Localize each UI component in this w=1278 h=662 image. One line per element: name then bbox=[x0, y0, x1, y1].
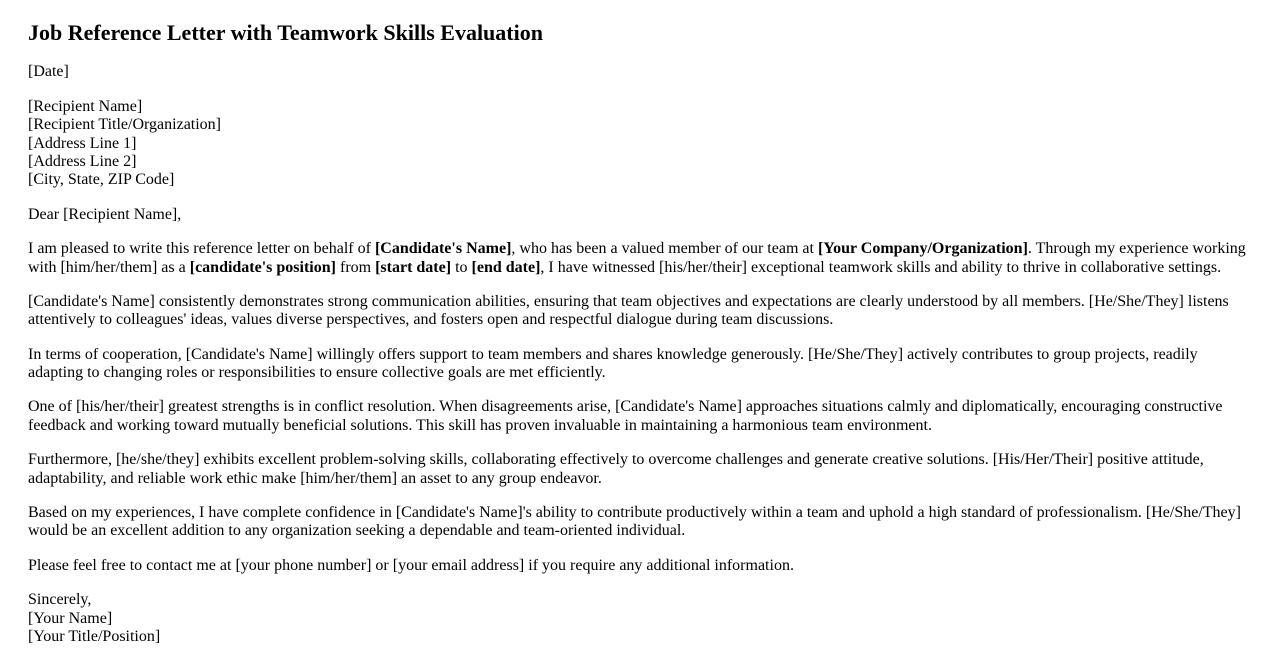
closing-title: [Your Title/Position] bbox=[28, 627, 161, 645]
address-line-2: [Address Line 2] bbox=[28, 152, 137, 170]
body-paragraph-conflict-resolution: One of [his/her/their] greatest strengths is in conflict resolution. When disagreements arise, [Candidate's Name] approaches situations calmly and diplomatically, encouraging constructive feedback and working toward mutually beneficial solutions. This skill has proven invaluable in maintaining a harmonious team environment. bbox=[28, 398, 1223, 434]
closing-block bbox=[28, 591, 1246, 646]
address-line-1: [Address Line 1] bbox=[28, 134, 137, 152]
body-paragraph-cooperation: In terms of cooperation, [Candidate's Name] willingly offers support to team members and shares knowledge generously. [He/She/They] actively contributes to group projects, readily adapting to changing roles or responsibilities to ensure collective goals are met efficiently. bbox=[28, 345, 1198, 382]
date-placeholder: [Date] bbox=[28, 63, 69, 81]
salutation: Dear [Recipient Name], bbox=[28, 205, 182, 223]
body-paragraph-communication: [Candidate's Name] consistently demonstrates strong communication abilities, ensuring that team objectives and expectations are clearly understood by all members. [He/She/They] listens attentively to colleagues' ideas, values diverse perspectives, and fosters open and respectful dialogue during team discussions. bbox=[28, 292, 1229, 329]
recipient-address-block bbox=[28, 98, 1246, 190]
body-paragraph-recommendation: Based on my experiences, I have complete confidence in [Candidate's Name]'s ability to contribute productively within a team and uphold a high standard of professionalism. [He/She/They] would be an excellent addition to any organization seeking a dependable and team-oriented individual. bbox=[28, 504, 1241, 540]
recipient-title-line: [Recipient Title/Organization] bbox=[28, 116, 222, 134]
recipient-name-line: [Recipient Name] bbox=[28, 97, 143, 115]
body-paragraph-problem-solving: Furthermore, [he/she/they] exhibits excellent problem-solving skills, collaborating effectively to overcome challenges and generate creative solutions. [His/Her/Their] positive attitude, adaptability, and reliable work ethic make [him/her/them] an asset to any group endeavor. bbox=[28, 451, 1204, 487]
page-title: Job Reference Letter with Teamwork Skills Evaluation bbox=[28, 20, 543, 45]
closing-name: [Your Name] bbox=[28, 609, 113, 627]
closing-sincerely: Sincerely, bbox=[28, 591, 92, 609]
body-paragraph-intro: I am pleased to write this reference letter on behalf of [Candidate's Name], who has been a valued member of our team at [Your Company/Organization]. Through my experience working with [him/her/them] as a [candidate's position] from [start date] to [end date], I have witnessed [his/her/their] exceptional teamwork skills and ability to thrive in collaborative settings. bbox=[28, 240, 1246, 276]
body-paragraph-contact: Please feel free to contact me at [your phone number] or [your email address] if you require any additional information. bbox=[28, 556, 794, 574]
city-state-zip-line: [City, State, ZIP Code] bbox=[28, 171, 175, 189]
letter-document bbox=[28, 20, 1246, 646]
